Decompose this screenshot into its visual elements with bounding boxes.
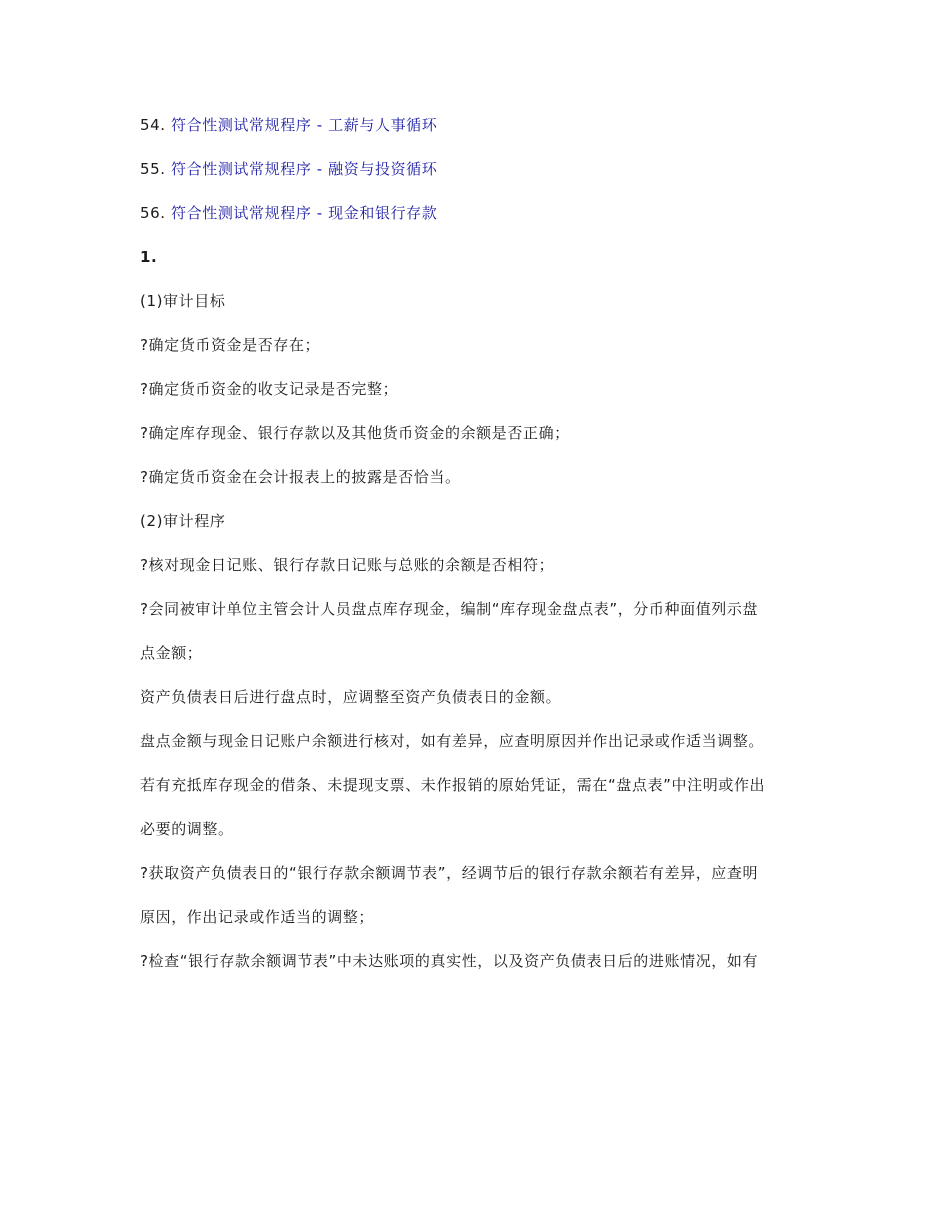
toc-link-payroll-cycle[interactable]: 符合性测试常规程序 - 工薪与人事循环 (171, 116, 438, 134)
toc-item-number: 54. (140, 116, 166, 134)
objective-item: ?确定货币资金在会计报表上的披露是否恰当。 (140, 468, 461, 486)
subheading-audit-procedures: (2)审计程序 (140, 512, 226, 530)
objective-item: ?确定货币资金的收支记录是否完整； (140, 380, 399, 398)
toc-item[interactable] (140, 112, 812, 138)
objective-item: ?确定库存现金、银行存款以及其他货币资金的余额是否正确； (140, 424, 570, 442)
procedure-note: 若有充抵库存现金的借条、未提现支票、未作报销的原始凭证，需在“盘点表”中注明或作出 (140, 776, 766, 794)
toc-link-cash-bank[interactable]: 符合性测试常规程序 - 现金和银行存款 (171, 204, 438, 222)
toc-item-number: 56. (140, 204, 166, 222)
procedure-continuation: 必要的调整。 (140, 820, 234, 838)
subheading-audit-objectives: (1)审计目标 (140, 292, 226, 310)
procedure-continuation: 原因，作出记录或作适当的调整； (140, 908, 375, 926)
procedure-note: 盘点金额与现金日记账户余额进行核对，如有差异，应查明原因并作出记录或作适当调整。 (140, 732, 765, 750)
procedure-item: ?核对现金日记账、银行存款日记账与总账的余额是否相符； (140, 556, 555, 574)
toc-item[interactable] (140, 200, 812, 226)
procedure-item: ?会同被审计单位主管会计人员盘点库存现金，编制“库存现金盘点表”，分币种面值列示盘 (140, 600, 759, 618)
procedure-item: ?获取资产负债表日的“银行存款余额调节表”，经调节后的银行存款余额若有差异，应查明 (140, 864, 759, 882)
toc-link-financing-cycle[interactable]: 符合性测试常规程序 - 融资与投资循环 (171, 160, 438, 178)
objective-item: ?确定货币资金是否存在； (140, 336, 321, 354)
procedure-continuation: 点金额； (140, 644, 203, 662)
document-page (140, 112, 812, 974)
toc-list (140, 112, 812, 226)
toc-item-number: 55. (140, 160, 166, 178)
procedure-note: 资产负债表日后进行盘点时，应调整至资产负债表日的金额。 (140, 688, 562, 706)
toc-item[interactable] (140, 156, 812, 182)
section-number: 1. (140, 248, 158, 266)
procedure-item: ?检查“银行存款余额调节表”中未达账项的真实性，以及资产负债表日后的进账情况，如有 (140, 952, 759, 970)
